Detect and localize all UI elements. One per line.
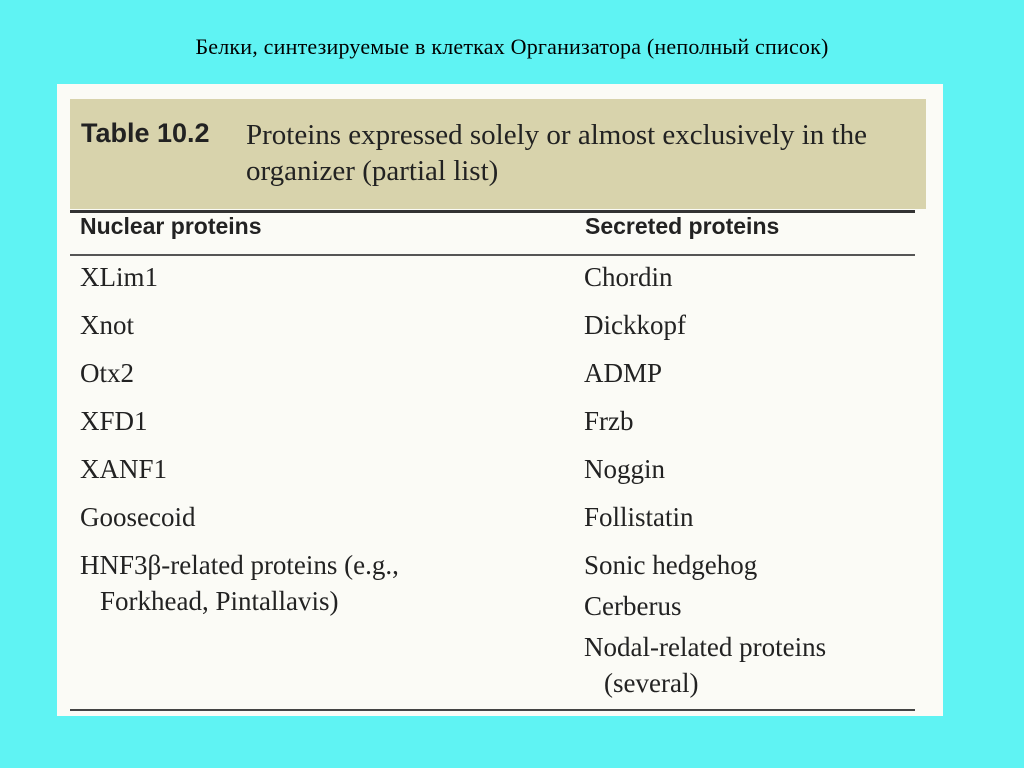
table-caption xyxy=(70,99,926,209)
secreted-protein: Frzb xyxy=(584,406,634,436)
nuclear-protein: XANF1 xyxy=(80,454,168,484)
secreted-protein: Dickkopf xyxy=(584,310,686,340)
nuclear-protein: XLim1 xyxy=(80,262,158,292)
table-figure xyxy=(57,84,943,716)
caption-line-1: Proteins expressed solely or almost exclusively xyxy=(246,119,795,151)
secreted-protein: ADMP xyxy=(584,358,663,388)
secreted-protein: Nodal-related proteins xyxy=(584,632,827,662)
secreted-protein: Sonic hedgehog xyxy=(584,550,758,580)
secreted-protein: Cerberus xyxy=(584,591,682,621)
secreted-protein-continuation: (several) xyxy=(604,668,699,698)
nuclear-protein: XFD1 xyxy=(80,406,148,436)
column-header-secreted: Secreted proteins xyxy=(585,213,780,239)
nuclear-protein-continuation: Forkhead, Pintallavis) xyxy=(100,586,339,616)
column-header-nuclear: Nuclear proteins xyxy=(80,213,262,239)
slide-title: Белки, синтезируемые в клетках Организатора (неполный список) xyxy=(195,34,829,59)
table-label: Table 10.2 xyxy=(81,118,210,148)
header-rule xyxy=(70,254,915,256)
nuclear-protein-continued xyxy=(80,584,338,618)
nuclear-protein: Xnot xyxy=(80,310,134,340)
nuclear-protein: Otx2 xyxy=(80,358,134,388)
table-caption-text xyxy=(246,117,916,189)
nuclear-protein: HNF3β-related proteins (e.g., xyxy=(80,550,399,580)
secreted-protein: Chordin xyxy=(584,262,673,292)
secreted-protein: Follistatin xyxy=(584,502,694,532)
table-bottom-rule xyxy=(70,709,915,711)
secreted-protein: Noggin xyxy=(584,454,665,484)
nuclear-protein: Goosecoid xyxy=(80,502,196,532)
secreted-protein-continued xyxy=(584,666,698,700)
caption-line-2: in the organizer (partial list) xyxy=(246,119,867,187)
